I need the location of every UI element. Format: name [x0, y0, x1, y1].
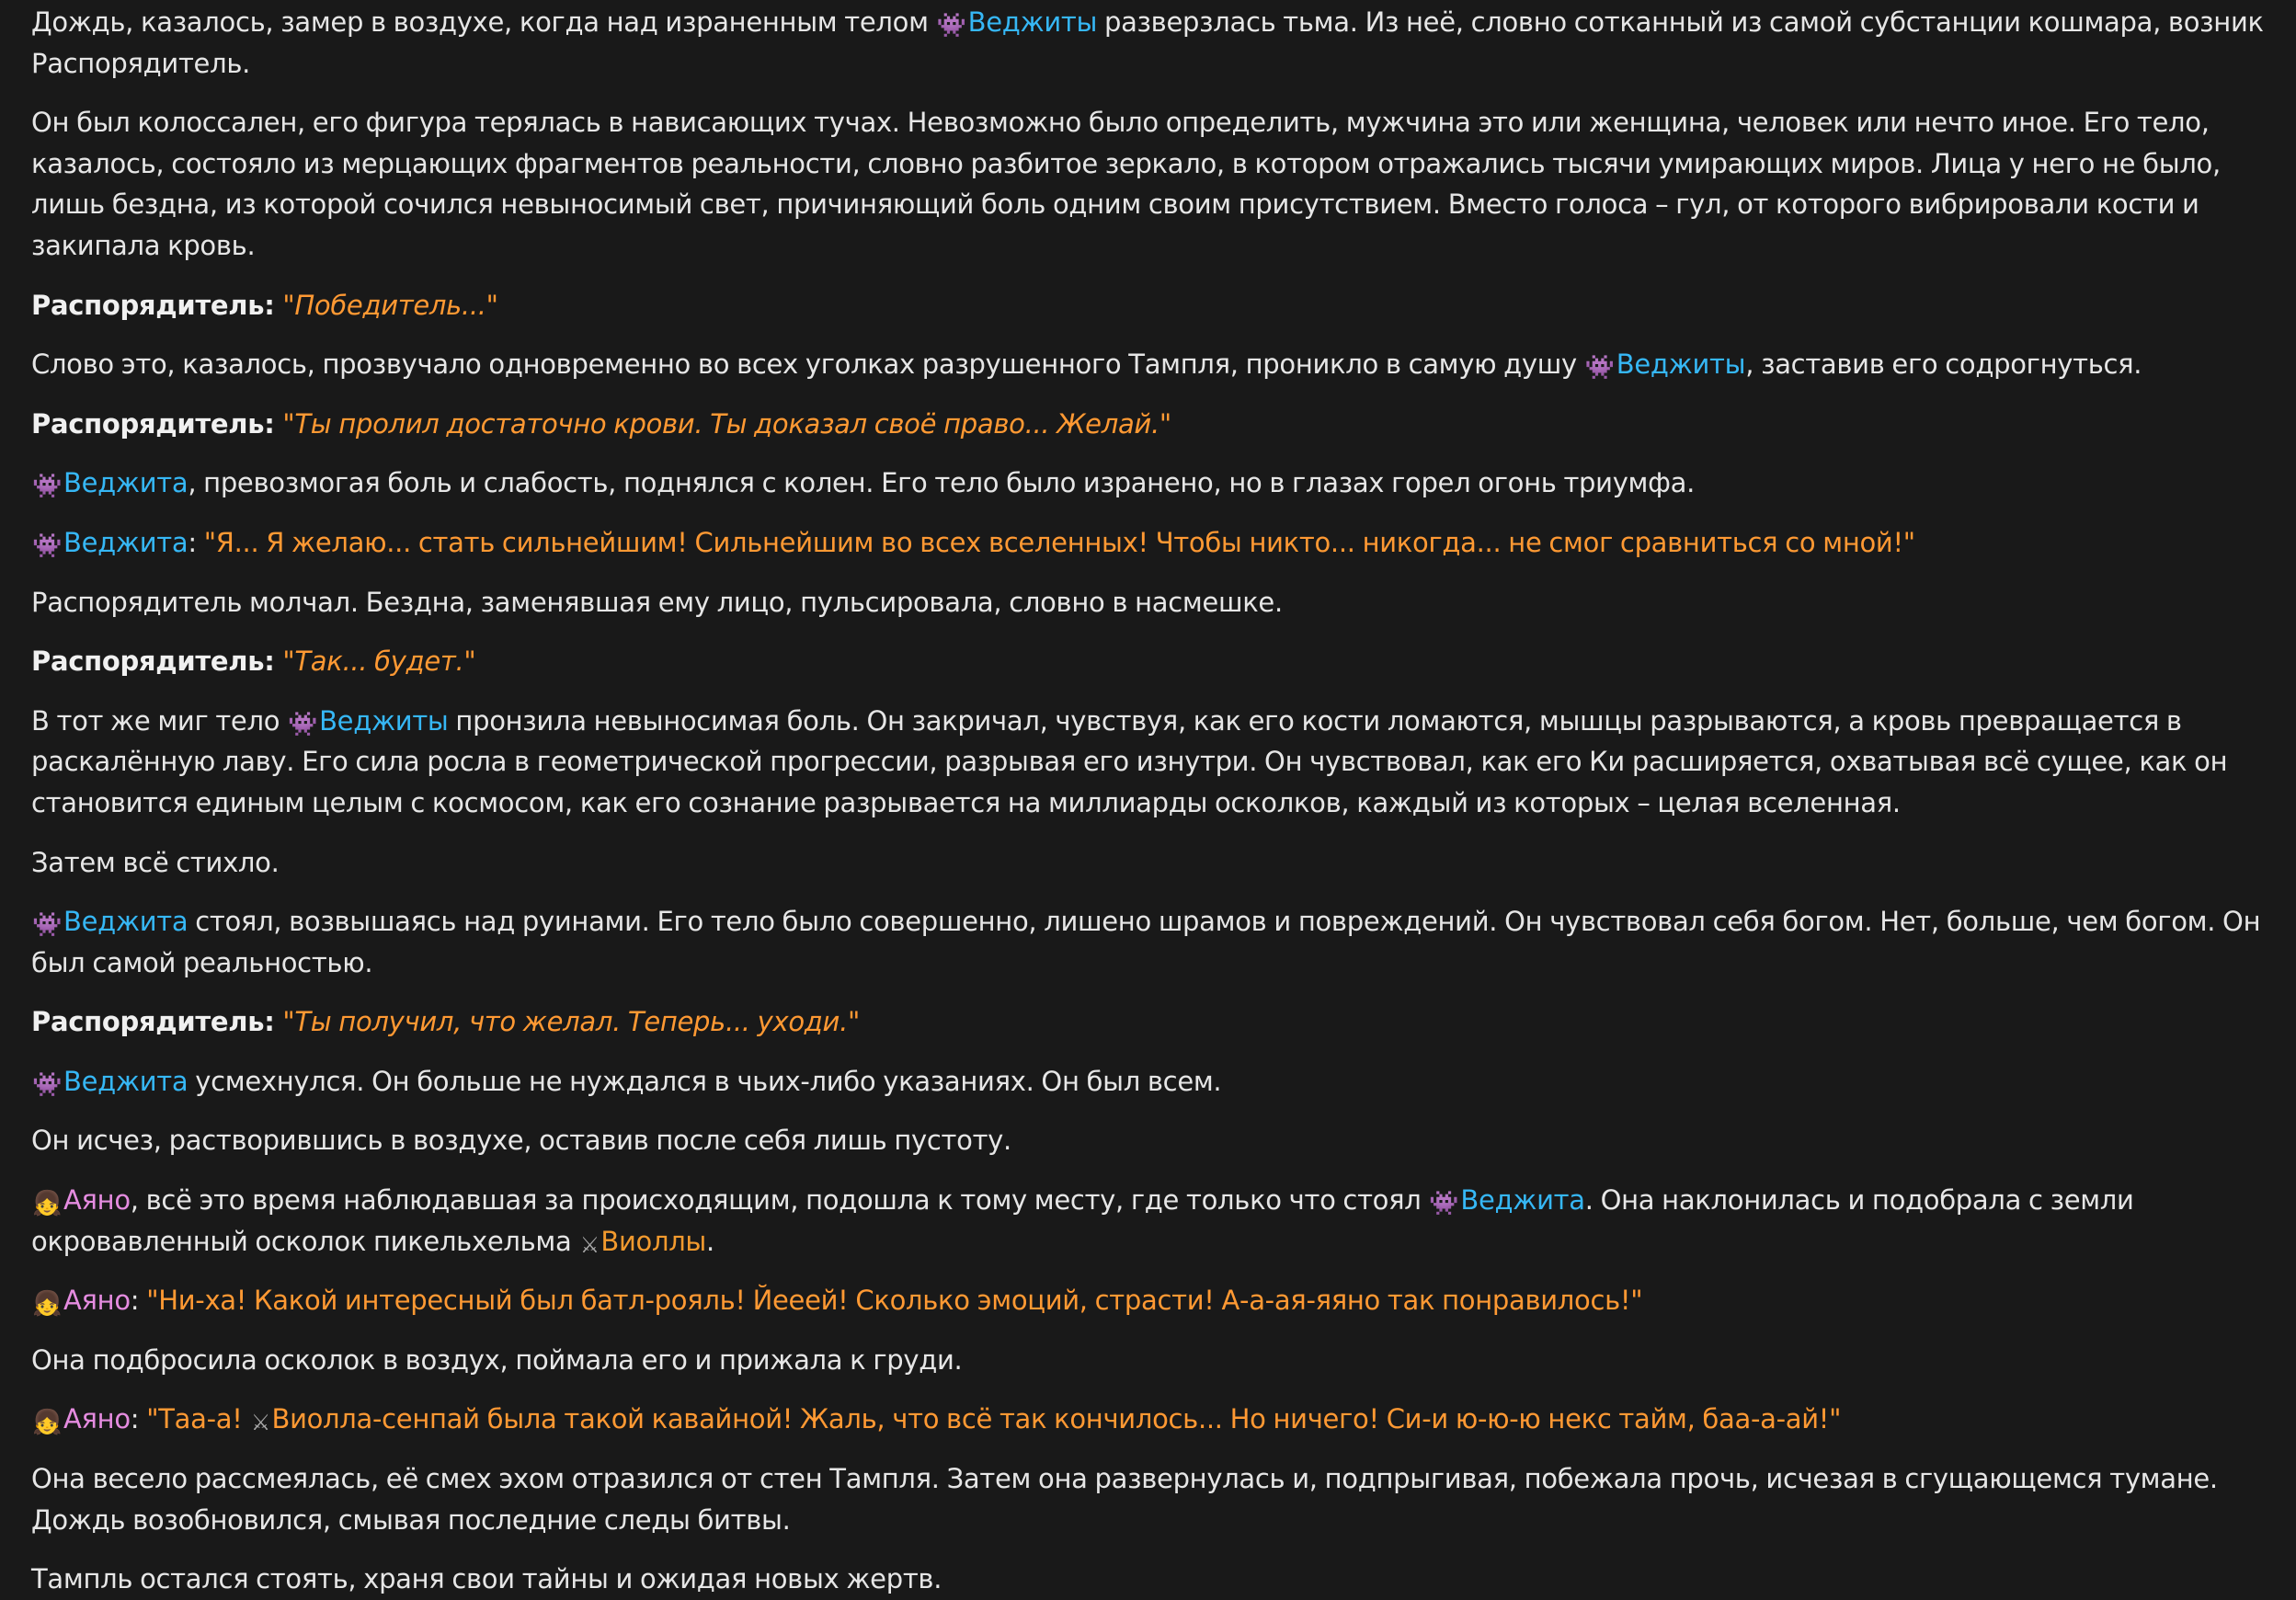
alien-monster-icon: 👾: [31, 473, 63, 501]
girl-face-icon: 👧: [31, 1190, 63, 1218]
speaker-colon: :: [130, 1285, 147, 1317]
speaker-name-director: Распорядитель: [31, 1006, 265, 1038]
character-name-vegeta[interactable]: Веджита: [1460, 1184, 1585, 1217]
dialogue-quote: "Так... будет.": [282, 646, 476, 678]
girl-face-icon: 👧: [31, 1290, 63, 1319]
character-name-violla[interactable]: Виолла-сенпай: [271, 1403, 480, 1435]
paragraph-16: [31, 1180, 2268, 1262]
crossed-swords-icon: ⚔: [250, 1410, 271, 1436]
speaker-colon: :: [188, 526, 204, 558]
narration: , превозмогая боль и слабость, поднялся с колен. Его тело было изранено, но в глазах горел огонь триумфа.: [188, 467, 1696, 499]
paragraph-15: [31, 1120, 2268, 1161]
paragraph-21: [31, 1559, 2268, 1600]
dialogue-line-director: [31, 641, 2268, 682]
dialogue-quote: "Таа-а!: [146, 1403, 250, 1435]
character-name-vegeta[interactable]: Веджита: [63, 526, 188, 558]
paragraph-12: [31, 901, 2268, 983]
narration: Он исчез, растворившись в воздухе, оставив после себя лишь пустоту.: [31, 1125, 1011, 1157]
dialogue-quote: была такой кавайной! Жаль, что всё так кончилось... Но ничего! Си-и ю-ю-ю некс тайм, баа-а-ай!": [479, 1403, 1842, 1435]
dialogue-line-director: [31, 404, 2268, 445]
dialogue-quote: "Ты пролил достаточно крови. Ты доказал своё право... Желай.": [282, 407, 1171, 440]
speaker-colon: :: [264, 407, 283, 440]
narration: В тот же миг тело: [31, 704, 288, 737]
dialogue-line-director: [31, 285, 2268, 326]
alien-monster-icon: 👾: [936, 12, 966, 40]
narration: .: [706, 1225, 714, 1257]
speaker-colon: :: [130, 1403, 147, 1435]
speaker-name-director: Распорядитель: [31, 289, 265, 321]
character-name-vegeta[interactable]: Веджита: [63, 906, 188, 938]
narration: , всё это время наблюдавшая за происходящим, подошла к тому месту, где только что стоял: [130, 1184, 1429, 1217]
dialogue-line-ayano: [31, 1280, 2268, 1321]
paragraph-2: [31, 102, 2268, 266]
character-name-ayano[interactable]: Аяно: [63, 1184, 131, 1217]
narration: стоял, возвышаясь над руинами. Его тело было совершенно, лишено шрамов и повреждений. Он чувствовал себя богом. Нет, больше, чем богом. Он был самой реальностью.: [31, 906, 2261, 978]
alien-monster-icon: 👾: [1584, 354, 1615, 383]
dialogue-line-ayano: [31, 1399, 2268, 1440]
narration: , заставив его содрогнуться.: [1745, 349, 2142, 381]
speaker-colon: :: [264, 646, 283, 678]
paragraph-1: [31, 2, 2268, 84]
narration: Она весело рассмеялась, её смех эхом отразился от стен Тампля. Затем она развернулась и, подпрыгивая, побежала прочь, исчезая в сгущающемся тумане. Дождь возобновился, смывая последние следы битвы.: [31, 1463, 2218, 1536]
dialogue-quote: "Ты получил, что желал. Теперь... уходи.": [282, 1006, 861, 1038]
narration: усмехнулся. Он больше не нуждался в чьих-либо указаниях. Он был всем.: [188, 1065, 1222, 1097]
speaker-colon: :: [264, 289, 283, 321]
narration: Затем всё стихло.: [31, 846, 280, 878]
speaker-name-director: Распорядитель: [31, 646, 265, 678]
dialogue-quote: "Ни-ха! Какой интересный был батл-рояль! Йееей! Сколько эмоций, страсти! А-а-ая-яяно так понравилось!": [146, 1285, 1643, 1317]
character-name-ayano[interactable]: Аяно: [63, 1285, 131, 1317]
character-name-vegeta[interactable]: Веджиты: [967, 6, 1098, 38]
alien-monster-icon: 👾: [288, 710, 318, 738]
paragraph-18: [31, 1340, 2268, 1381]
paragraph-4: [31, 344, 2268, 385]
alien-monster-icon: 👾: [31, 911, 63, 940]
narration: Она подбросила осколок в воздух, поймала его и прижала к груди.: [31, 1343, 963, 1376]
narration: разверзлась тьма. Из неё, словно сотканный из самой субстанции кошмара, возник Распорядитель.: [31, 6, 2264, 79]
narration: Он был колоссален, его фигура терялась в нависающих тучах. Невозможно было определить, мужчина это или женщина, человек или нечто иное. Его тело, казалось, состояло из мерцающих фрагментов реальности, словно разбитое зеркало, в котором отражались тысячи умирающих миров. Лица у него не было, лишь бездна, из которой сочился невыносимый свет, причиняющий боль одним своим присутствием. Вместо голоса – гул, от которого вибрировали кости и закипала кровь.: [31, 107, 2221, 261]
narration: Тампль остался стоять, храня свои тайны и ожидая новых жертв.: [31, 1563, 942, 1595]
character-name-vegeta[interactable]: Веджиты: [1616, 349, 1746, 381]
alien-monster-icon: 👾: [31, 531, 63, 560]
narration: Дождь, казалось, замер в воздухе, когда над израненным телом: [31, 6, 936, 38]
character-name-violla[interactable]: Виоллы: [600, 1225, 707, 1257]
character-name-vegeta[interactable]: Веджита: [63, 467, 188, 499]
girl-face-icon: 👧: [31, 1409, 63, 1437]
narration: . Она наклонилась и подобрала с земли окровавленный осколок пикельхельма: [31, 1184, 2134, 1257]
paragraph-6: [31, 463, 2268, 504]
dialogue-line-director: [31, 1001, 2268, 1043]
paragraph-8: [31, 582, 2268, 623]
character-name-vegeta[interactable]: Веджиты: [319, 704, 449, 737]
character-name-ayano[interactable]: Аяно: [63, 1403, 131, 1435]
narration: Распорядитель молчал. Бездна, заменявшая ему лицо, пульсировала, словно в насмешке.: [31, 586, 1283, 618]
narration: Слово это, казалось, прозвучало одновременно во всех уголках разрушенного Тампля, проникло в самую душу: [31, 349, 1584, 381]
dialogue-quote: "Победитель...": [282, 289, 498, 321]
dialogue-line-vegeta: [31, 522, 2268, 564]
paragraph-14: [31, 1061, 2268, 1103]
speaker-colon: :: [264, 1006, 283, 1038]
paragraph-20: [31, 1458, 2268, 1540]
paragraph-10: [31, 701, 2268, 824]
alien-monster-icon: 👾: [31, 1070, 63, 1099]
alien-monster-icon: 👾: [1429, 1190, 1459, 1218]
dialogue-quote: "Я... Я желаю... стать сильнейшим! Сильнейшим во всех вселенных! Чтобы никто... никогда... не смог сравниться со мной!": [203, 526, 1915, 558]
paragraph-11: [31, 842, 2268, 884]
crossed-swords-icon: ⚔: [579, 1231, 600, 1258]
narration: пронзила невыносимая боль. Он закричал, чувствуя, как его кости ломаются, мышцы разрываются, а кровь превращается в раскалённую лаву. Его сила росла в геометрической прогрессии, разрывая его изнутри. Он чувствовал, как его Ки расширяется, охватывая всё сущее, как он становится единым целым с космосом, как его сознание разрывается на миллиарды осколков, каждый из которых – целая вселенная.: [31, 704, 2228, 818]
speaker-name-director: Распорядитель: [31, 407, 265, 440]
character-name-vegeta[interactable]: Веджита: [63, 1065, 188, 1097]
